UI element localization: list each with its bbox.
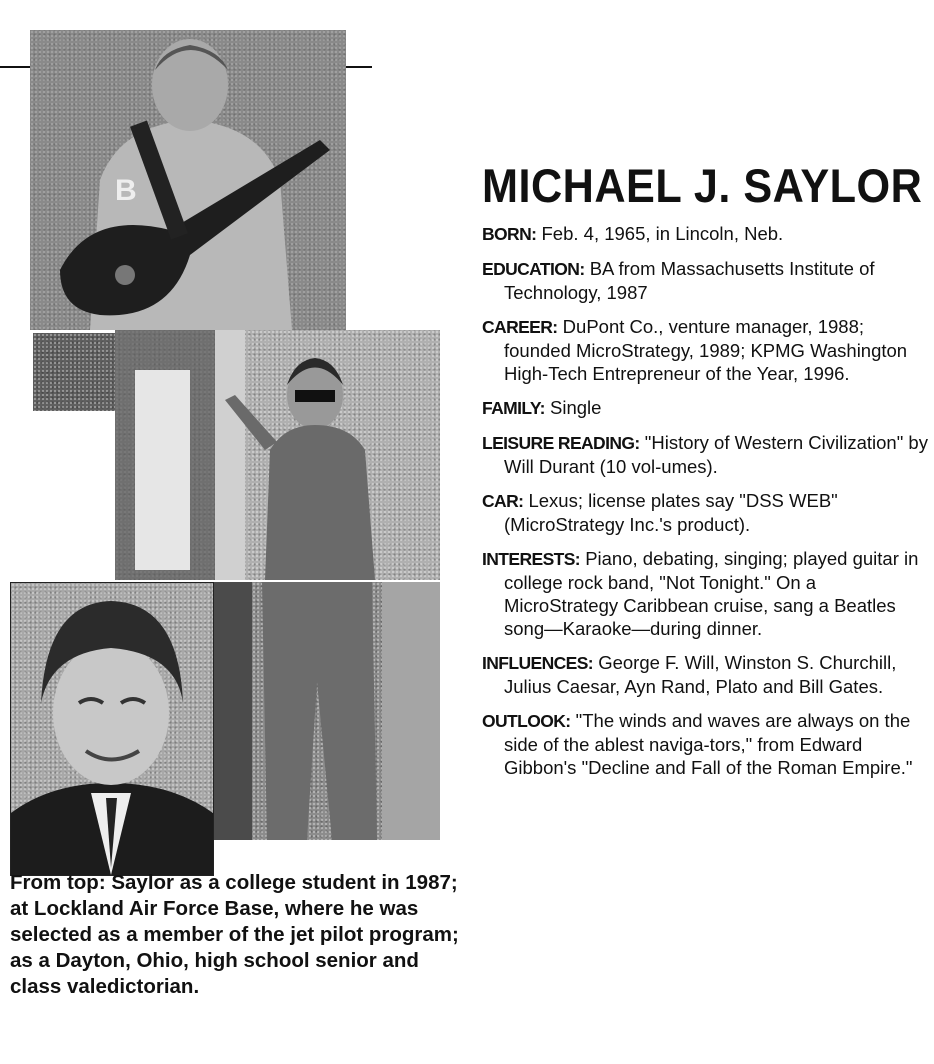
photo-air-force-base	[115, 330, 440, 580]
fact-label: OUTLOOK:	[482, 711, 571, 731]
uniform-legs-icon	[212, 582, 440, 840]
fact-leisure-reading	[482, 431, 932, 478]
fact-text: BA from Massachusetts Institute of Technology, 1987	[504, 258, 875, 303]
photo-base-lower	[212, 582, 440, 840]
fact-label: CAR:	[482, 491, 524, 511]
fact-car	[482, 489, 932, 536]
fact-text: Piano, debating, singing; played guitar in college rock band, "Not Tonight." On a MicroStrategy Caribbean cruise, sang a Beatles song—Karaoke—during dinner.	[504, 548, 919, 639]
fact-label: CAREER:	[482, 317, 558, 337]
fact-text: Lexus; license plates say "DSS WEB" (MicroStrategy Inc.'s product).	[504, 490, 838, 535]
photo-high-school-portrait	[10, 582, 214, 876]
fact-family	[482, 396, 932, 420]
photo-college-guitarist	[30, 30, 346, 330]
fact-text: "The winds and waves are always on the side of the ablest naviga-tors," from Edward Gibbon's "Decline and Fall of the Roman Empire."	[504, 710, 913, 778]
fact-text: Feb. 4, 1965, in Lincoln, Neb.	[541, 223, 784, 244]
fact-text: DuPont Co., venture manager, 1988; founded MicroStrategy, 1989; KPMG Washington High-Tech Entrepreneur of the Year, 1996.	[504, 316, 908, 384]
fact-label: INTERESTS:	[482, 549, 581, 569]
fact-influences	[482, 651, 932, 698]
fact-label: LEISURE READING:	[482, 433, 640, 453]
profile-name: MICHAEL J. SAYLOR	[482, 159, 923, 212]
svg-text:B: B	[115, 174, 137, 207]
fact-outlook	[482, 709, 932, 779]
photo-fragment	[33, 333, 115, 411]
fact-label: FAMILY:	[482, 398, 545, 418]
fact-label: BORN:	[482, 224, 537, 244]
photo-top-rule-right	[346, 66, 372, 68]
fact-text: Single	[550, 397, 602, 418]
fact-interests	[482, 547, 932, 640]
photo-top-rule	[0, 66, 30, 68]
fact-label: EDUCATION:	[482, 259, 585, 279]
fact-label: INFLUENCES:	[482, 653, 594, 673]
fact-career	[482, 315, 932, 385]
guitarist-icon	[30, 30, 346, 330]
profile-facts-list	[482, 222, 932, 790]
fact-text: "History of Western Civilization" by Will Durant (10 vol-umes).	[504, 432, 928, 477]
photo-caption: From top: Saylor as a college student in 1987; at Lockland Air Force Base, where he was selected as a member of the jet pilot program; as a Dayton, Ohio, high school senior and class valedictorian.	[10, 871, 459, 998]
fact-education	[482, 257, 932, 304]
fact-text: George F. Will, Winston S. Churchill, Julius Caesar, Ayn Rand, Plato and Bill Gates.	[504, 652, 897, 697]
pilot-uniform-icon	[115, 330, 440, 580]
fact-born	[482, 222, 932, 246]
portrait-icon	[11, 583, 213, 875]
